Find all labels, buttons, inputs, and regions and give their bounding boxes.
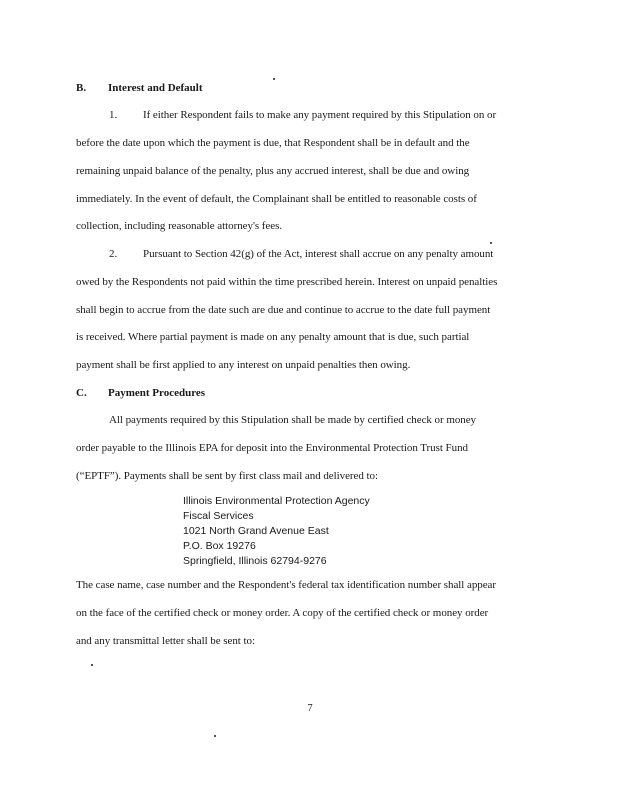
scan-speck: [91, 664, 93, 666]
mailing-address-block: [183, 494, 370, 569]
para-c-closing-line-3: and any transmittal letter shall be sent to:: [76, 635, 255, 647]
section-b-heading: [76, 82, 203, 94]
para-c-closing-line-2: on the face of the certified check or money order. A copy of the certified check or money order: [76, 607, 489, 619]
page-number: 7: [307, 703, 313, 714]
address-line-1: Illinois Environmental Protection Agency: [183, 495, 370, 507]
para-b1-line-4: immediately. In the event of default, the Complainant shall be entitled to reasonable costs of: [76, 193, 477, 205]
section-b-title: Interest and Default: [108, 82, 203, 94]
section-c-letter: C.: [76, 387, 87, 399]
para-b1-line-2: before the date upon which the payment is due, that Respondent shall be in default and the: [76, 137, 470, 149]
para-b1-number: 1.: [109, 109, 118, 121]
address-line-5: Springfield, Illinois 62794-9276: [183, 555, 327, 567]
para-b2-number: 2.: [109, 248, 118, 260]
para-b1-line-1: 1. If either Respondent fails to make any payment required by this Stipulation on or: [109, 109, 497, 121]
address-line-2: Fiscal Services: [183, 510, 254, 522]
para-b2-line-4: is received. Where partial payment is made on any penalty amount that is due, such partial: [76, 331, 470, 343]
scan-speck: [214, 735, 216, 737]
address-line-4: P.O. Box 19276: [183, 540, 256, 552]
section-c-title: Payment Procedures: [108, 387, 206, 399]
para-b1-line-3: remaining unpaid balance of the penalty, plus any accrued interest, shall be due and owing: [76, 165, 470, 177]
address-line-3: 1021 North Grand Avenue East: [183, 525, 329, 537]
para-b2-line-1: 2. Pursuant to Section 42(g) of the Act, interest shall accrue on any penalty amount: [109, 248, 494, 260]
para-b2-line-5: payment shall be first applied to any interest on unpaid penalties then owing.: [76, 359, 411, 371]
para-c-intro-line-2: order payable to the Illinois EPA for deposit into the Environmental Protection Trust Fund: [76, 442, 468, 454]
para-c-closing-line-1: The case name, case number and the Respondent's federal tax identification number shall appear: [76, 579, 497, 591]
para-c-intro-line-1: All payments required by this Stipulation shall be made by certified check or money: [109, 414, 477, 426]
para-b2-line-2: owed by the Respondents not paid within the time prescribed herein. Interest on unpaid penalties: [76, 276, 498, 288]
para-b1-line-5: collection, including reasonable attorney's fees.: [76, 220, 283, 232]
scan-speck: [273, 78, 275, 80]
section-c-heading: [76, 387, 205, 399]
section-b-letter: B.: [76, 82, 87, 94]
para-c-intro-line-3: (“EPTF”). Payments shall be sent by first class mail and delivered to:: [76, 470, 378, 482]
para-b2-line-3: shall begin to accrue from the date such are due and continue to accrue to the date full payment: [76, 304, 491, 316]
scan-speck: [490, 242, 492, 244]
